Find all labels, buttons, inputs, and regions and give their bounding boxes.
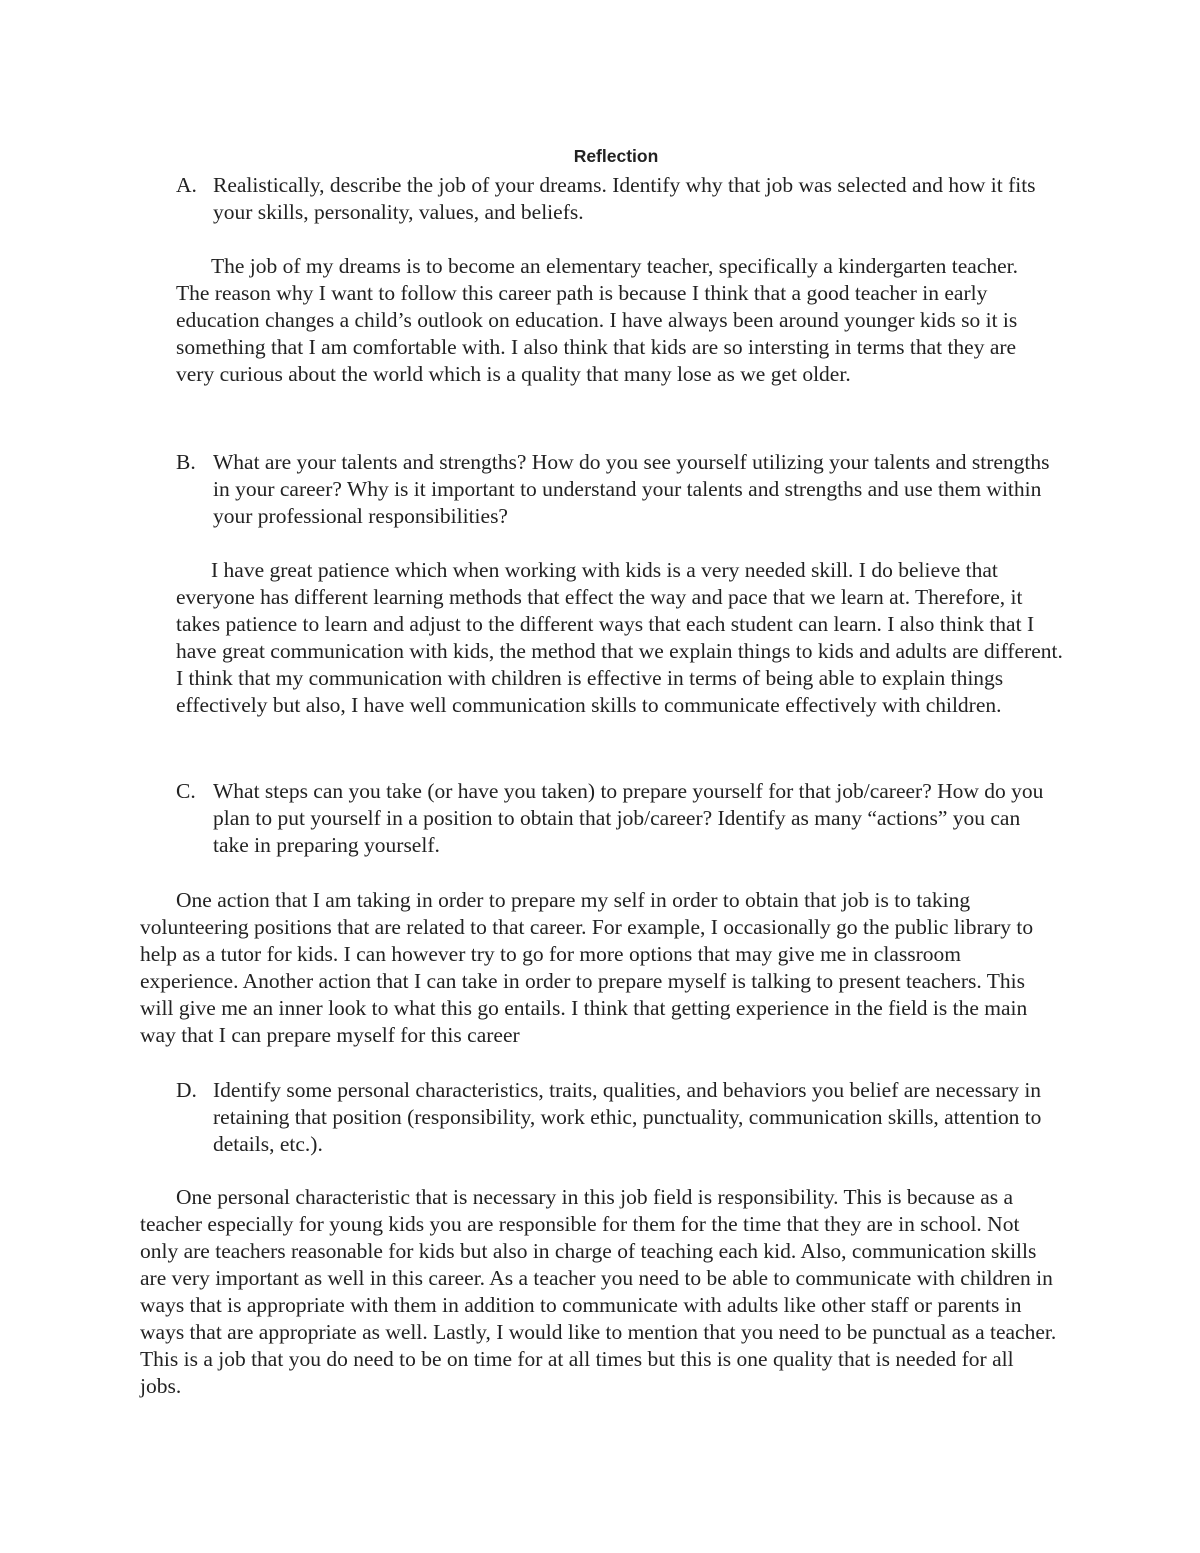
- question-b: [176, 449, 1056, 530]
- question-c: [176, 778, 1056, 859]
- question-text: Realistically, describe the job of your dreams. Identify why that job was selected and how it fits your skills, personality, values, and beliefs.: [213, 173, 1036, 224]
- answer-d: One personal characteristic that is necessary in this job field is responsibility. This is because as a teacher especially for young kids you are responsible for them for the time that they are in school. Not only are teachers reasonable for kids but also in charge of teaching each kid. Also, communication skills are very important as well in this career. As a teacher you need to be able to communicate with children in ways that is appropriate with them in addition to communicate with adults like other staff or parents in ways that are appropriate as well. Lastly, I would like to mention that you need to be punctual as a teacher. This is a job that you do need to be on time for at all times but this is one quality that is needed for all jobs.: [140, 1185, 1057, 1398]
- question-d: [176, 1077, 1056, 1158]
- question-letter: D.: [176, 1078, 197, 1102]
- answer-b: I have great patience which when working with kids is a very needed skill. I do believe that everyone has different learning methods that effect the way and pace that we learn at. Therefore, it takes patience to learn and adjust to the different ways that each student can learn. I also think that I have great communication with kids, the method that we explain things to kids and adults are different. I think that my communication with children is effective in terms of being able to explain things effectively but also, I have well communication skills to communicate effectively with children.: [176, 558, 1063, 717]
- question-text: What steps can you take (or have you taken) to prepare yourself for that job/career? How do you plan to put yourself in a position to obtain that job/career? Identify as many “actions” you can take in preparing yourself.: [213, 779, 1044, 857]
- question-letter: B.: [176, 450, 196, 474]
- question-text: What are your talents and strengths? How do you see yourself utilizing your talents and strengths in your career? Why is it important to understand your talents and strengths and use them within your professional responsibilities?: [213, 450, 1050, 528]
- question-letter: A.: [176, 173, 197, 197]
- page-title: Reflection: [573, 146, 659, 166]
- question-letter: C.: [176, 779, 196, 803]
- answer-a: The job of my dreams is to become an elementary teacher, specifically a kindergarten teacher. The reason why I want to follow this career path is because I think that a good teacher in early education changes a child’s outlook on education. I have always been around younger kids so it is something that I am comfortable with. I also think that kids are so intersting in terms that they are very curious about the world which is a quality that many lose as we get older.: [176, 254, 1019, 386]
- question-text: Identify some personal characteristics, traits, qualities, and behaviors you belief are necessary in retaining that position (responsibility, work ethic, punctuality, communication skills, attention to details, etc.).: [213, 1078, 1042, 1156]
- question-a: [176, 172, 1056, 226]
- answer-c: One action that I am taking in order to prepare my self in order to obtain that job is to taking volunteering positions that are related to that career. For example, I occasionally go the public library to help as a tutor for kids. I can however try to go for more options that may give me in classroom experience. Another action that I can take in order to prepare myself is talking to present teachers. This will give me an inner look to what this go entails. I think that getting experience in the field is the main way that I can prepare myself for this career: [140, 888, 1034, 1047]
